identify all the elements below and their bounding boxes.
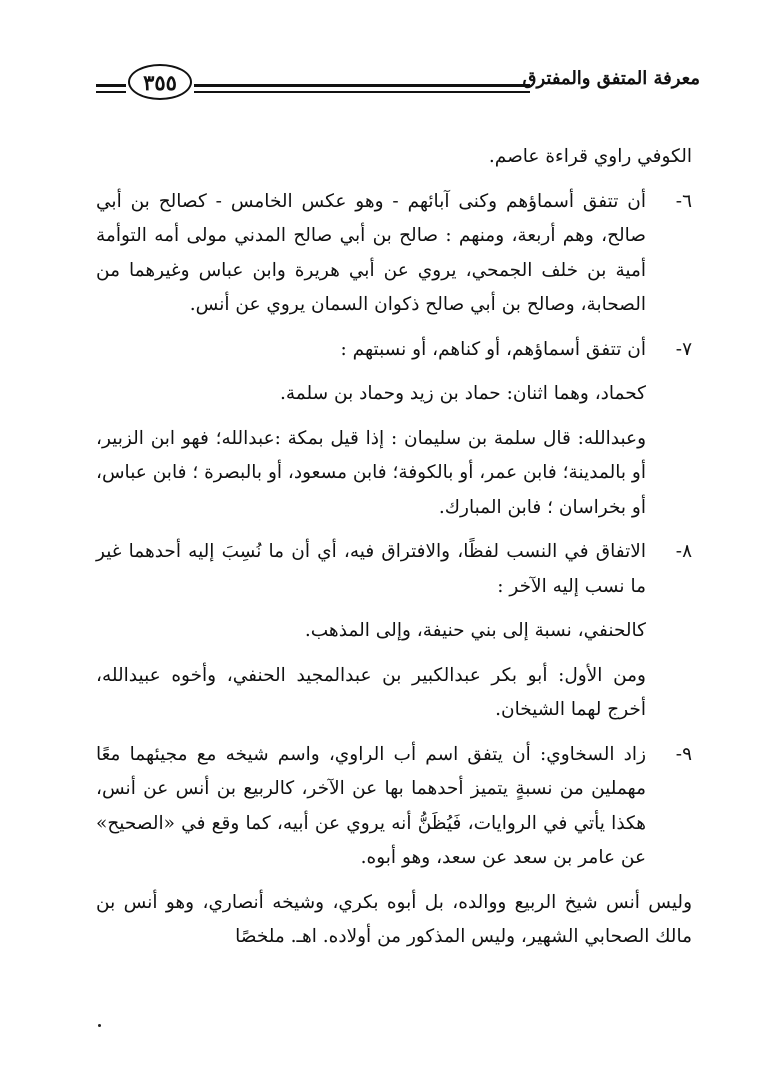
example-paragraph: وعبدالله: قال سلمة بن سليمان : إذا قيل بمكة :عبدالله؛ فهو ابن الزبير، أو بالمدينة؛ فابن عمر، أو بالكوفة؛ فابن مسعود، أو بالبصرة ؛ فابن عباس، أو بخراسان ؛ فابن المبارك. (96, 427, 646, 518)
closing-paragraph: وليس أنس شيخ الربيع ووالده، بل أبوه بكري، وشيخه أنصاري، وهو أنس بن مالك الصحابي الشهير، وليس المذكور من أولاده. اهـ. ملخصًا (96, 891, 692, 947)
item-text: زاد السخاوي: أن يتفق اسم أب الراوي، واسم شيخه مع مجيئهما معًا مهملين من نسبةٍ يتميز أحدهما بها عن الآخر، كالربيع بن أنس عن أنس، هكذا يأتي في الروايات، فَيُظَنُّ أنه يروي عن أبيه، كما وقع في «الصحيح» عن عامر بن سعد عن سعد، وهو أبوه. (96, 743, 646, 868)
intro-line: الكوفي راوي قراءة عاصم. (488, 146, 692, 167)
page-header (96, 62, 700, 122)
example-paragraph: كحماد، وهما اثنان: حماد بن زيد وحماد بن سلمة. (279, 383, 646, 404)
list-item-9 (96, 738, 692, 876)
page-content (96, 140, 692, 955)
list-item-6 (96, 185, 692, 323)
item-number: ٧- (675, 338, 692, 360)
page-mark (98, 1024, 101, 1027)
header-rule-left-thin (96, 91, 126, 93)
item-number: ٩- (675, 743, 692, 765)
header-rule-right-thick (194, 84, 530, 87)
list-item-8 (96, 535, 692, 604)
list-item-7 (96, 333, 692, 368)
header-rule-left-thick (96, 84, 126, 87)
book-title: معرفة المتفق والمفترق (522, 68, 700, 89)
example-paragraph: كالحنفي، نسبة إلى بني حنيفة، وإلى المذهب. (304, 620, 646, 641)
item-text: الاتفاق في النسب لفظًا، والافتراق فيه، أي أن ما نُسِبَ إليه أحدهما غير ما نسب إليه الآخر : (96, 541, 646, 597)
item-number: ٨- (675, 541, 692, 562)
page-number: ٣٥٥ (128, 64, 192, 100)
item-text: أن تتفق أسماؤهم وكنى آبائهم - وهو عكس الخامس - كصالح بن أبي صالح، وهم أربعة، ومنهم : صالح بن أبي صالح المدني مولى أمه التوأمة أمية بن خلف الجمحي، يروي عن أبي هريرة وابن عباس وغيرهما من الصحابة، وصالح بن أبي صالح ذكوان السمان يروي عن أنس. (96, 190, 646, 315)
item-number: ٦- (675, 190, 692, 212)
header-rule-right-thin (194, 91, 530, 93)
item-text: أن تتفق أسماؤهم، أو كناهم، أو نسبتهم : (340, 338, 646, 360)
example-paragraph: ومن الأول: أبو بكر عبدالكبير بن عبدالمجيد الحنفي، وأخوه عبيدالله، أخرج لهما الشيخان. (96, 664, 646, 720)
